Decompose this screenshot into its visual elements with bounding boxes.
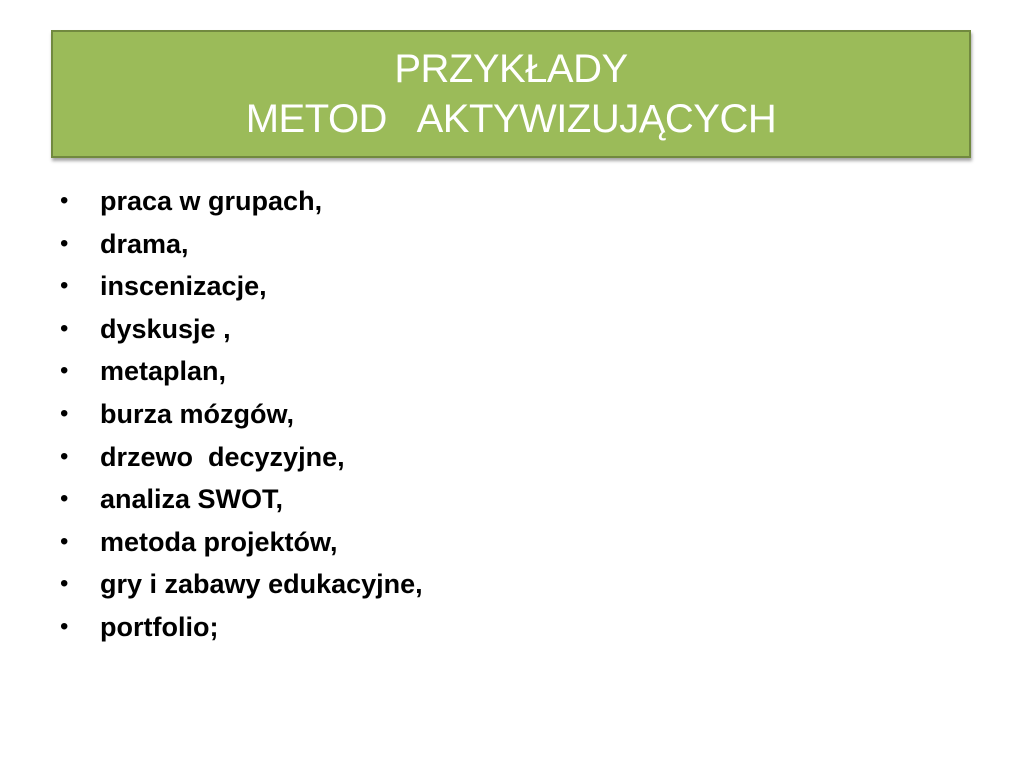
list-item <box>60 181 423 224</box>
bullet-icon: • <box>60 272 69 300</box>
list-item-text: dyskusje , <box>100 313 231 344</box>
bullet-icon: • <box>60 442 69 470</box>
list-item <box>60 224 423 267</box>
list-item <box>60 607 423 650</box>
bullet-icon: • <box>60 229 69 257</box>
list-item <box>60 266 423 309</box>
bullet-icon: • <box>60 314 69 342</box>
list-item-text: gry i zabawy edukacyjne, <box>100 569 423 600</box>
list-item-text: drzewo decyzyjne, <box>100 441 345 472</box>
bullet-icon: • <box>60 399 69 427</box>
list-item-text: metoda projektów, <box>100 526 338 557</box>
bullet-icon: • <box>60 570 69 598</box>
bullet-icon: • <box>60 187 69 214</box>
list-item <box>60 564 423 607</box>
bullet-icon: • <box>60 485 69 513</box>
list-item-text: burza mózgów, <box>100 398 294 429</box>
list-item-text: drama, <box>100 228 189 259</box>
bullet-icon: • <box>60 527 69 555</box>
bullet-list <box>60 181 423 650</box>
list-item <box>60 437 423 480</box>
title-line-2: METOD AKTYWIZUJĄCYCH <box>245 97 777 141</box>
list-item <box>60 479 423 522</box>
title-line-1: PRZYKŁADY <box>394 47 628 91</box>
list-item-text: portfolio; <box>100 611 219 642</box>
list-item-text: metaplan, <box>100 356 227 387</box>
list-item <box>60 522 423 565</box>
list-item-text: praca w grupach, <box>100 186 323 216</box>
list-item-text: analiza SWOT, <box>100 484 284 515</box>
list-item-text: inscenizacje, <box>100 271 267 302</box>
list-item <box>60 394 423 437</box>
bullet-icon: • <box>60 357 69 385</box>
title-box <box>51 30 971 158</box>
list-item <box>60 351 423 394</box>
bullet-icon: • <box>60 612 69 640</box>
list-item <box>60 309 423 352</box>
